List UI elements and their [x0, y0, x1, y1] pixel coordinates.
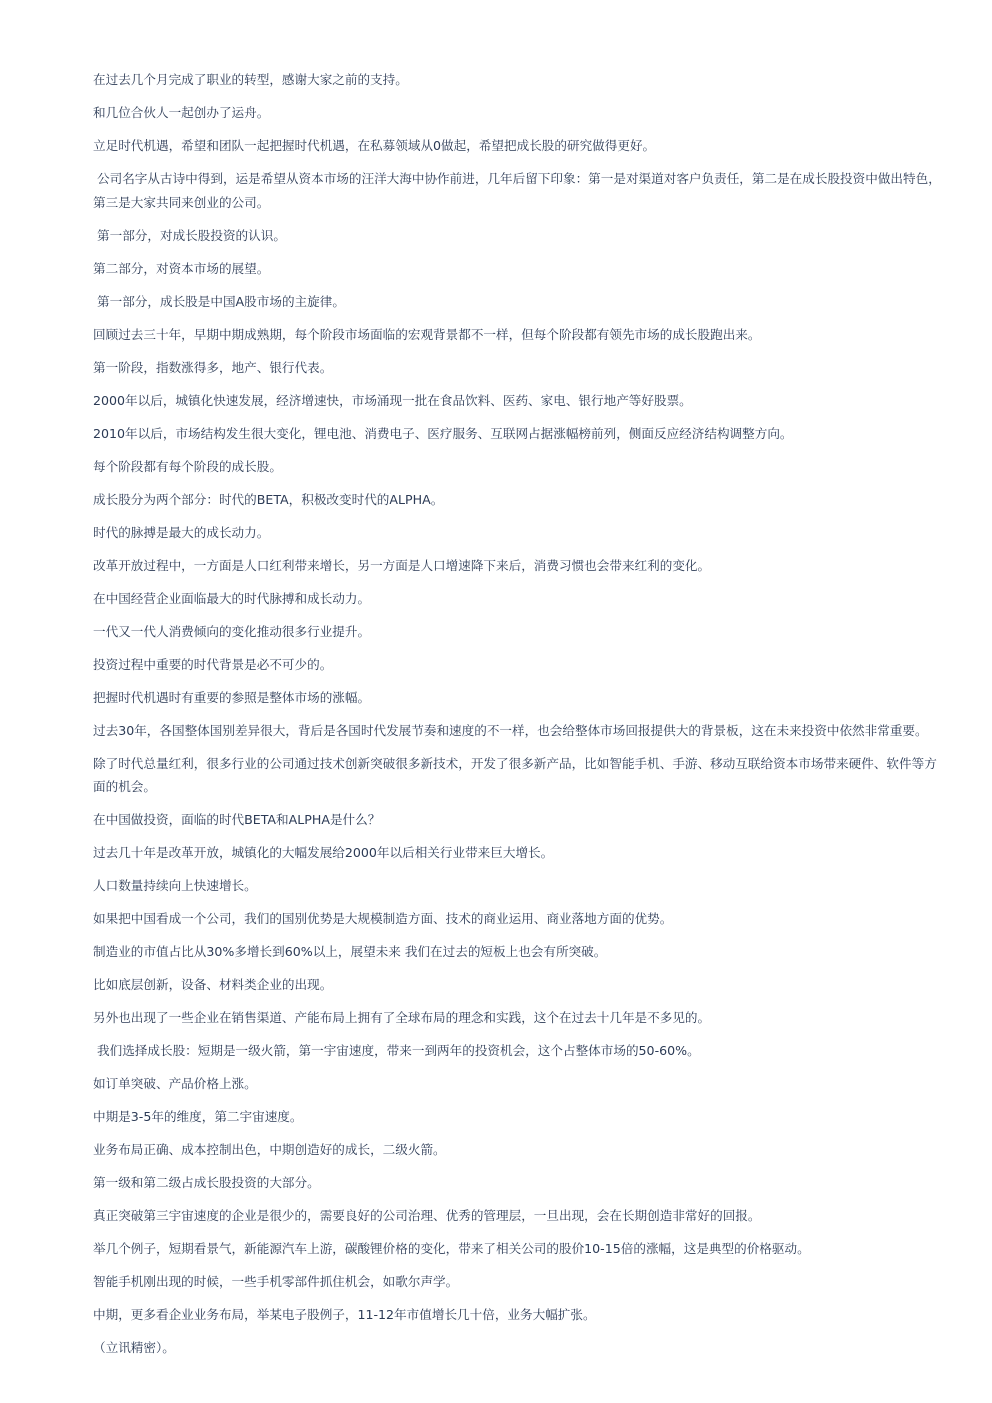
paragraph: 第一阶段，指数涨得多，地产、银行代表。 — [93, 359, 333, 375]
paragraph: 中期是3-5年的维度，第二宇宙速度。 — [93, 1109, 303, 1124]
paragraph: 2000年以后，城镇化快速发展，经济增速快，市场涌现一批在食品饮料、医药、家电、银行地产等好股票。 — [93, 392, 692, 408]
paragraph: 成长股分为两个部分：时代的BETA，积极改变时代的ALPHA。 — [93, 491, 444, 507]
paragraph: 第一部分，对成长股投资的认识。 — [93, 227, 286, 243]
paragraph: 过去几十年是改革开放，城镇化的大幅发展给2000年以后相关行业带来巨大增长。 — [93, 845, 554, 860]
paragraph: 智能手机刚出现的时候，一些手机零部件抓住机会，如歌尔声学。 — [93, 1274, 459, 1289]
paragraph: 比如底层创新，设备、材料类企业的出现。 — [93, 977, 333, 992]
paragraph: 投资过程中重要的时代背景是必不可少的。 — [93, 656, 333, 672]
paragraph: 过去30年，各国整体国别差异很大，背后是各国时代发展节奏和速度的不一样，也会给整体市场回报提供大的背景板，这在未来投资中依然非常重要。 — [93, 722, 928, 738]
paragraph: 业务布局正确、成本控制出色，中期创造好的成长，二级火箭。 — [93, 1142, 446, 1157]
paragraph: 制造业的市值占比从30%多增长到60%以上，展望未来 我们在过去的短板上也会有所突破。 — [93, 944, 607, 959]
document-body — [93, 68, 945, 1369]
paragraph: 在中国经营企业面临最大的时代脉搏和成长动力。 — [93, 590, 371, 606]
paragraph: 把握时代机遇时有重要的参照是整体市场的涨幅。 — [93, 689, 371, 705]
paragraph: 第一部分，成长股是中国A股市场的主旋律。 — [93, 293, 345, 309]
paragraph: 如果把中国看成一个公司，我们的国别优势是大规模制造方面、技术的商业运用、商业落地方面的优势。 — [93, 911, 673, 926]
paragraph: 如订单突破、产品价格上涨。 — [93, 1076, 257, 1091]
paragraph: （立讯精密）。 — [93, 1340, 175, 1355]
paragraph: 在过去几个月完成了职业的转型，感谢大家之前的支持。 — [93, 72, 408, 87]
paragraph: 人口数量持续向上快速增长。 — [93, 878, 257, 893]
paragraph: 另外也出现了一些企业在销售渠道、产能布局上拥有了全球布局的理念和实践，这个在过去十几年是不多见的。 — [93, 1010, 711, 1025]
paragraph: 时代的脉搏是最大的成长动力。 — [93, 524, 270, 540]
paragraph: 每个阶段都有每个阶段的成长股。 — [93, 458, 282, 474]
paragraph: 我们选择成长股：短期是一级火箭，第一宇宙速度，带来一到两年的投资机会，这个占整体市场的50-60%。 — [93, 1043, 700, 1058]
paragraph: 公司名字从古诗中得到，运是希望从资本市场的汪洋大海中协作前进，几年后留下印象：第一是对渠道对客户负责任，第二是在成长股投资中做出特色，第三是大家共同来创业的公司。 — [93, 171, 941, 210]
paragraph: 第二部分，对资本市场的展望。 — [93, 260, 270, 276]
paragraph: 第一级和第二级占成长股投资的大部分。 — [93, 1175, 320, 1190]
paragraph: 改革开放过程中，一方面是人口红利带来增长，另一方面是人口增速降下来后，消费习惯也会带来红利的变化。 — [93, 557, 711, 573]
paragraph: 举几个例子，短期看景气，新能源汽车上游，碳酸锂价格的变化，带来了相关公司的股价10-15倍的涨幅，这是典型的价格驱动。 — [93, 1241, 810, 1256]
paragraph: 立足时代机遇，希望和团队一起把握时代机遇，在私募领域从0做起，希望把成长股的研究做得更好。 — [93, 138, 656, 153]
paragraph: 中期，更多看企业业务布局，举某电子股例子，11-12年市值增长几十倍，业务大幅扩张。 — [93, 1307, 596, 1322]
paragraph: 真正突破第三宇宙速度的企业是很少的，需要良好的公司治理、优秀的管理层，一旦出现，会在长期创造非常好的回报。 — [93, 1208, 761, 1223]
paragraph: 在中国做投资，面临的时代BETA和ALPHA是什么？ — [93, 812, 381, 827]
paragraph: 一代又一代人消费倾向的变化推动很多行业提升。 — [93, 623, 371, 639]
paragraph: 除了时代总量红利，很多行业的公司通过技术创新突破很多新技术，开发了很多新产品，比如智能手机、手游、移动互联给资本市场带来硬件、软件等方面的机会。 — [93, 755, 937, 794]
paragraph: 2010年以后，市场结构发生很大变化，锂电池、消费电子、医疗服务、互联网占据涨幅榜前列，侧面反应经济结构调整方向。 — [93, 425, 793, 441]
paragraph: 回顾过去三十年，早期中期成熟期，每个阶段市场面临的宏观背景都不一样，但每个阶段都有领先市场的成长股跑出来。 — [93, 326, 761, 342]
paragraph: 和几位合伙人一起创办了运舟。 — [93, 105, 270, 120]
